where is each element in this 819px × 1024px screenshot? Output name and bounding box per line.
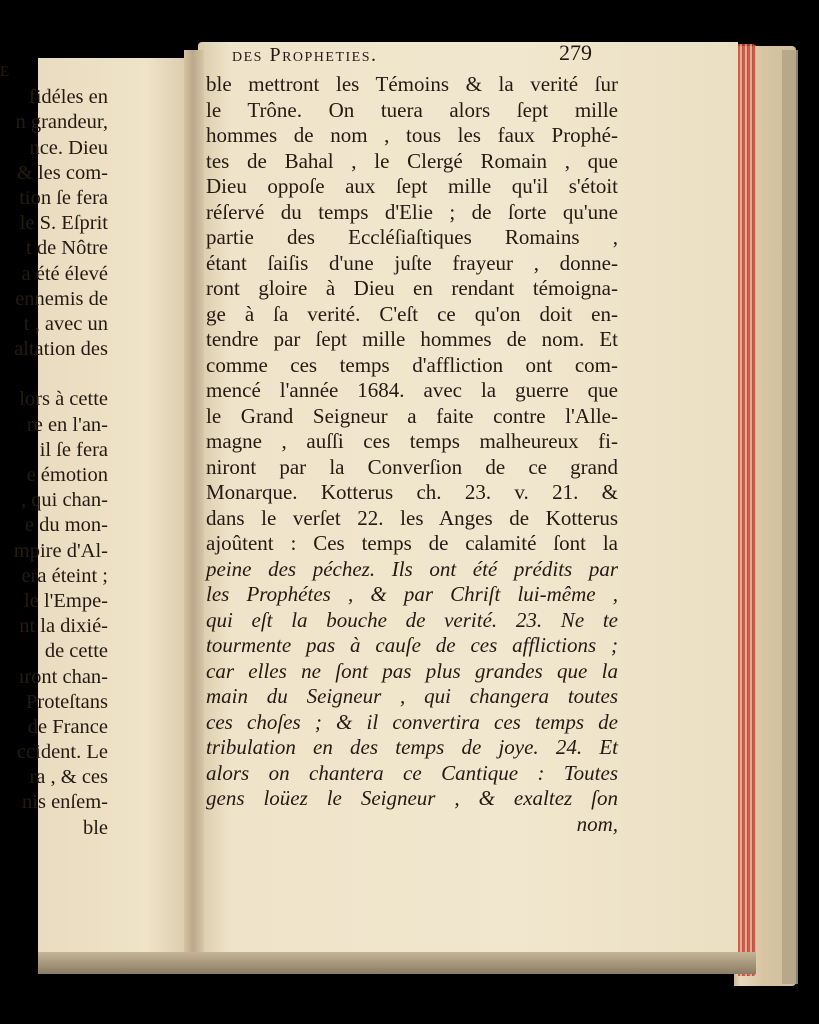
- text-line: le Grand Seigneur a faite contre l'Alle-: [206, 403, 618, 428]
- text-line: comme ces temps d'affliction ont com-: [206, 352, 618, 377]
- left-line: & les com-: [16, 161, 108, 184]
- book-gutter: [184, 50, 204, 960]
- left-line: de France: [27, 715, 108, 738]
- left-line: le l'Empe-: [24, 589, 108, 612]
- left-line: tion ſe fera: [19, 186, 108, 209]
- right-page-text: [206, 72, 618, 837]
- red-page-edge: [738, 44, 756, 976]
- left-line: de cette: [44, 640, 108, 663]
- italic-text-line: alors on chantera ce Cantique : Toutes: [206, 760, 618, 785]
- italic-text-line: main du Seigneur , qui changera toutes: [206, 684, 618, 708]
- left-line: a été élevé: [21, 262, 108, 285]
- text-line: mencé l'année 1684. avec la guerre que: [206, 378, 618, 402]
- left-line: ble: [82, 816, 108, 839]
- running-title: des Propheties.: [232, 44, 378, 66]
- left-line: e émotion: [26, 464, 108, 486]
- book-cover-edge: [782, 50, 798, 984]
- left-line: nt la dixié-: [19, 615, 108, 638]
- text-line: réſervé du temps d'Elie ; de ſorte qu'une: [206, 199, 618, 224]
- left-line: t , avec un: [23, 312, 108, 335]
- text-line: niront par la Converſion de ce grand: [206, 454, 618, 479]
- left-line: il ſe fera: [39, 438, 108, 461]
- text-line: ge à ſa verité. C'eſt ce qu'on doit en-: [206, 301, 618, 326]
- left-header-fragment: E: [0, 64, 10, 80]
- left-line: , qui chan-: [20, 489, 108, 512]
- left-page-text: [0, 60, 108, 841]
- left-line: le S. Eſprit: [19, 212, 108, 235]
- page-bottom-shadow: [38, 952, 756, 974]
- text-line: ront gloire à Dieu en rendant témoigna-: [206, 276, 618, 300]
- italic-text-line: car elles ne ſont pas plus grandes que la: [206, 658, 618, 683]
- left-line: ccident. Le: [16, 741, 108, 764]
- text-line: étant ſaiſis d'une juſte frayeur , donne-: [206, 250, 618, 275]
- left-line: lors à cette: [19, 388, 108, 411]
- left-line: re en l'an-: [26, 413, 108, 436]
- running-header: [232, 40, 592, 70]
- left-line: n grandeur,: [15, 111, 108, 134]
- left-line: ennemis de: [15, 287, 108, 310]
- text-line: Monarque. Kotterus ch. 23. v. 21. &: [206, 480, 618, 504]
- italic-text-line: tourmente pas à cauſe de ces afflictions ;: [206, 633, 618, 657]
- italic-text-line: qui eſt la bouche de verité. 23. Ne te: [206, 607, 618, 632]
- left-line: nce. Dieu: [29, 136, 108, 159]
- italic-text-line: peine des péchez. Ils ont été prédits par: [206, 556, 618, 581]
- left-line: e du mon-: [24, 514, 108, 537]
- text-line: dans le verſet 22. les Anges de Kotterus: [206, 505, 618, 530]
- italic-text-line: les Prophétes , & par Chriſt lui-même ,: [206, 582, 618, 606]
- left-line: ra , & ces: [29, 766, 108, 789]
- left-line: Proteſtans: [26, 690, 108, 713]
- left-line: mpire d'Al-: [13, 539, 108, 562]
- text-line: le Trône. On tuera alors ſept mille: [206, 97, 618, 122]
- italic-text-line: tribulation en des temps de joye. 24. Et: [206, 735, 618, 759]
- text-line: hommes de nom , tous les faux Prophé-: [206, 123, 618, 147]
- text-line: tes de Bahal , le Clergé Romain , que: [206, 148, 618, 173]
- left-line: fidéles en: [28, 86, 108, 109]
- left-line: nis enſem-: [22, 791, 108, 814]
- text-line: ajoûtent : Ces temps de calamité ſont la: [206, 531, 618, 555]
- italic-text-line: gens loüez le Seigneur , & exaltez ſon: [206, 786, 618, 810]
- text-line: ble mettront les Témoins & la verité ſur: [206, 72, 618, 96]
- text-line: Dieu oppoſe aux ſept mille qu'il s'étoit: [206, 174, 618, 198]
- page-number: 279: [559, 40, 592, 65]
- catchword: nom,: [576, 811, 618, 836]
- italic-text-line: ces choſes ; & il convertira ces temps de: [206, 709, 618, 734]
- left-line: [0, 362, 108, 387]
- text-line: tendre par ſept mille hommes de nom. Et: [206, 327, 618, 351]
- left-line: ıront chan-: [18, 665, 108, 688]
- left-line: t de Nôtre: [26, 237, 108, 260]
- left-line: era éteint ;: [21, 564, 108, 587]
- text-line: magne , auſſi ces temps malheureux fi-: [206, 429, 618, 453]
- left-line: altation des: [14, 338, 108, 361]
- text-line: partie des Eccléſiaſtiques Romains ,: [206, 225, 618, 249]
